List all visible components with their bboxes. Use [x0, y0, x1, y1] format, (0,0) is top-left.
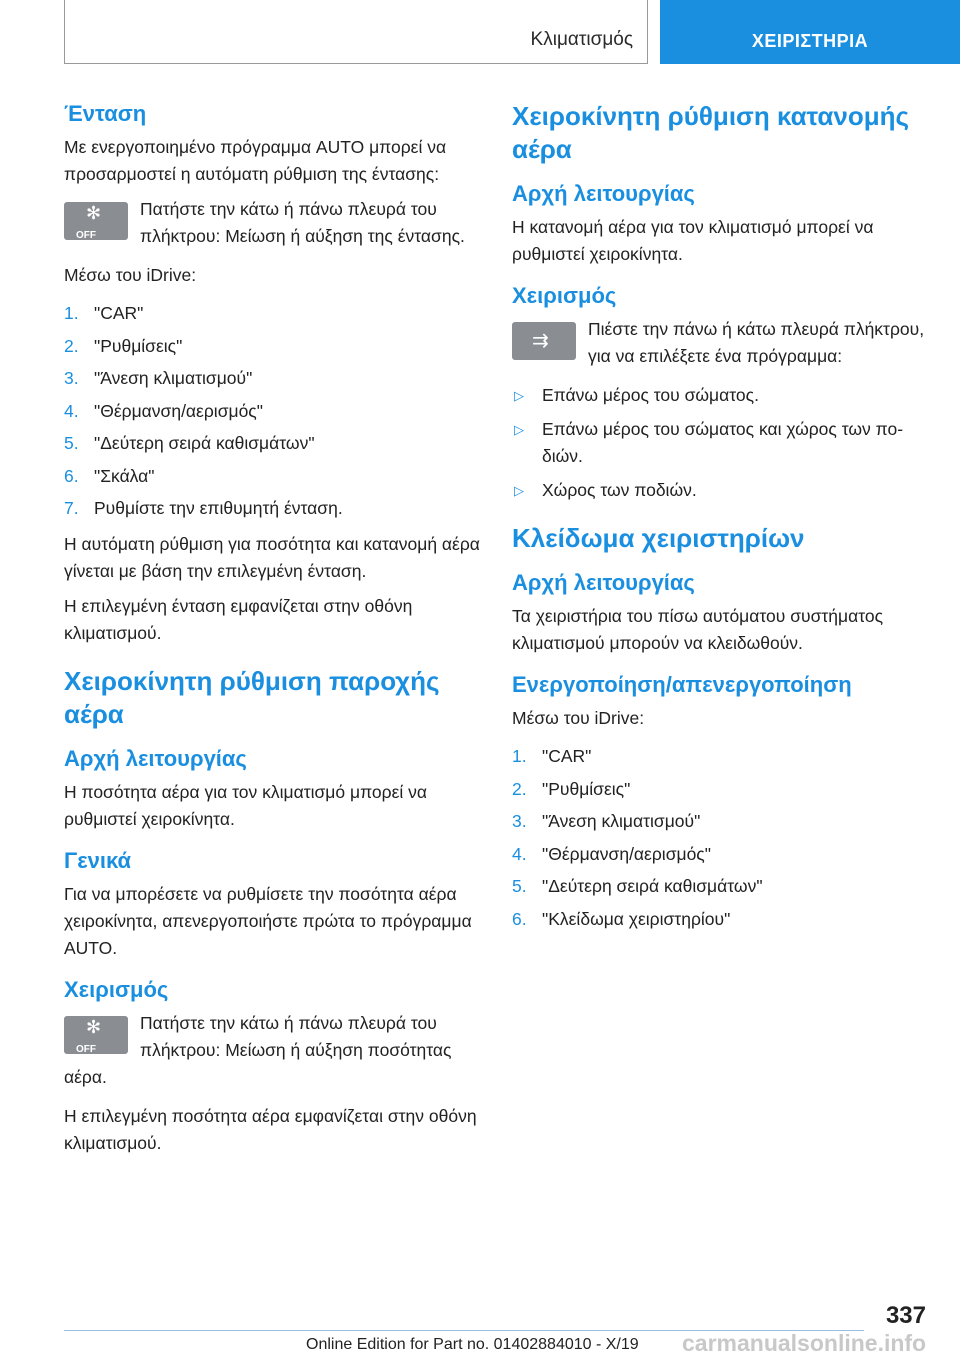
- watermark: carmanualsonline.info: [682, 1330, 927, 1356]
- step-text: "Σκάλα": [94, 465, 155, 486]
- option-text: Επάνω μέρος του σώματος και χώρος των ποδιών.: [542, 419, 904, 466]
- list-item: [512, 838, 928, 871]
- air-flow-general-heading: Γενικά: [64, 847, 132, 873]
- step-text: "Δεύτερη σειρά καθισμάτων": [542, 876, 763, 896]
- air-flow-general-text: Για να μπορέσετε να ρυθμίσετε την ποσότητα αέρα χειροκίνητα, απενεργοποιήστε πρώτα το πρόγραμμα AUTO.: [64, 883, 472, 958]
- list-item: [64, 427, 480, 460]
- triangle-marker-icon: ▷: [514, 422, 524, 437]
- header-chapter-title: ΧΕΙΡΙΣΤΗΡΙΑ: [751, 31, 869, 51]
- right-column: [512, 100, 928, 941]
- list-item: [64, 297, 480, 330]
- lock-onoff-heading: Ενεργοποίηση/απενεργοποίηση: [512, 672, 852, 697]
- air-distribution-principle-text: Η κατανομή αέρα για τον κλιματισμό μπορεί να ρυθμιστεί χειροκίνητα.: [512, 217, 874, 264]
- option-text: Επάνω μέρος του σώματος.: [542, 385, 759, 405]
- list-item: [512, 477, 928, 504]
- step-number: 5.: [512, 876, 527, 896]
- triangle-marker-icon: ▷: [514, 388, 524, 403]
- list-item: [64, 492, 480, 525]
- air-flow-operation-text: Πατήστε την κάτω ή πάνω πλευρά του πλήκτρου: Μείωση ή αύξηση ποσότητας αέρα.: [64, 1012, 452, 1087]
- step-number: 7.: [64, 498, 79, 518]
- list-item: [512, 740, 928, 773]
- air-distribution-button-icon: [512, 322, 576, 360]
- list-item: [512, 805, 928, 838]
- step-text: "Άνεση κλιματισμού": [542, 811, 701, 831]
- step-text: "Άνεση κλιματισμού": [94, 368, 253, 388]
- list-item: [512, 773, 928, 806]
- step-text: "Ρυθμίσεις": [94, 335, 183, 356]
- intensity-operation: [64, 196, 480, 250]
- off-label: OFF: [76, 230, 96, 241]
- lock-idrive-label: Μέσω του iDrive:: [512, 708, 645, 728]
- fan-icon: ✻: [86, 203, 102, 223]
- air-distribution-options: [512, 382, 928, 504]
- air-flow-operation-heading: Χειρισμός: [64, 976, 169, 1002]
- step-number: 6.: [64, 465, 79, 486]
- intensity-steps: [64, 297, 480, 525]
- intensity-display-note: Η επιλεγμένη ένταση εμφανίζεται στην οθόνη κλιματισμού.: [64, 595, 413, 643]
- lock-controls-heading: Κλείδωμα χειριστηρίων: [512, 523, 805, 553]
- header-section-title: Κλιματισμός: [530, 29, 633, 50]
- step-number: 2.: [512, 778, 527, 799]
- step-text: "Θέρμανση/αερισμός": [542, 843, 711, 864]
- step-number: 6.: [512, 908, 527, 929]
- step-number: 4.: [512, 843, 527, 864]
- list-item: [64, 362, 480, 395]
- step-number: 2.: [64, 335, 79, 356]
- header-chapter-box: [660, 0, 960, 64]
- intensity-operation-text: Πατήστε την κάτω ή πάνω πλευρά του πλήκτρου: Μείωση ή αύξηση της έντασης.: [140, 199, 465, 246]
- air-distribution-principle-heading: Αρχή λειτουργίας: [512, 181, 695, 206]
- air-flow-heading: Χειροκίνητη ρύθμιση παροχής αέρα: [64, 665, 440, 729]
- left-column: [64, 100, 480, 1165]
- footer-edition: Online Edition for Part no. 01402884010 - X/19: [306, 1336, 639, 1353]
- triangle-marker-icon: ▷: [514, 483, 524, 498]
- lock-principle-heading: Αρχή λειτουργίας: [512, 570, 695, 595]
- list-item: [512, 382, 928, 409]
- fan-off-button-icon: [64, 1016, 128, 1054]
- air-flow-operation: [64, 1010, 480, 1091]
- intensity-intro: Με ενεργοποιημένο πρόγραμμα AUTO μπορεί να προσαρμοστεί η αυτόματη ρύθμιση της έντασης:: [64, 137, 447, 184]
- off-label: OFF: [76, 1043, 96, 1055]
- step-text: "CAR": [94, 303, 144, 323]
- intensity-idrive-label: Μέσω του iDrive:: [64, 265, 197, 285]
- air-distribution-operation-text: Πιέστε την πάνω ή κάτω πλευρά πλήκτρου, για να επιλέξετε ένα πρόγραμμα:: [588, 319, 925, 366]
- step-text: Ρυθμίστε την επιθυμητή ένταση.: [94, 498, 343, 518]
- lock-principle-text: Τα χειριστήρια του πίσω αυτόματου συστήματος κλιματισμού μπορούν να κλειδωθούν.: [512, 606, 884, 653]
- step-text: "Ρυθμίσεις": [542, 778, 631, 799]
- air-flow-principle-text: Η ποσότητα αέρα για τον κλιματισμό μπορεί να ρυθμιστεί χειροκίνητα.: [64, 781, 427, 829]
- step-text: "CAR": [542, 746, 592, 766]
- step-text: "Θέρμανση/αερισμός": [94, 400, 263, 421]
- step-number: 4.: [64, 400, 79, 421]
- list-item: [64, 330, 480, 363]
- option-text: Χώρος των ποδιών.: [542, 480, 697, 500]
- step-text: "Κλείδωμα χειριστηρίου": [542, 908, 731, 929]
- air-distribution-operation: [512, 316, 928, 370]
- intensity-heading: Ένταση: [64, 101, 147, 126]
- air-flow-principle-heading: Αρχή λειτουργίας: [64, 745, 247, 771]
- fan-icon: ✻: [86, 1016, 102, 1037]
- step-number: 3.: [64, 368, 79, 388]
- list-item: [512, 870, 928, 903]
- air-distribution-heading: Χειροκίνητη ρύθμιση κατανομής αέρα: [512, 101, 910, 164]
- step-number: 5.: [64, 433, 79, 453]
- step-number: 3.: [512, 811, 527, 831]
- step-number: 1.: [512, 746, 527, 766]
- list-item: [512, 416, 928, 470]
- intensity-auto-note: Η αυτόματη ρύθμιση για ποσότητα και κατανομή αέρα γίνεται με βάση την επιλεγμένη ένταση.: [64, 533, 480, 581]
- list-item: [64, 395, 480, 428]
- list-item: [64, 460, 480, 493]
- air-distribution-operation-heading: Χειρισμός: [512, 283, 617, 308]
- step-number: 1.: [64, 303, 79, 323]
- air-arrow-icon: ⇉: [532, 330, 549, 352]
- header-section-box: [64, 0, 648, 64]
- air-flow-display-note: Η επιλεγμένη ποσότητα αέρα εμφανίζεται στην οθόνη κλιματισμού.: [64, 1105, 477, 1153]
- step-text: "Δεύτερη σειρά καθισμάτων": [94, 433, 315, 453]
- fan-off-button-icon: [64, 202, 128, 240]
- page-number: 337: [885, 1302, 926, 1329]
- lock-steps: [512, 740, 928, 935]
- list-item: [512, 903, 928, 936]
